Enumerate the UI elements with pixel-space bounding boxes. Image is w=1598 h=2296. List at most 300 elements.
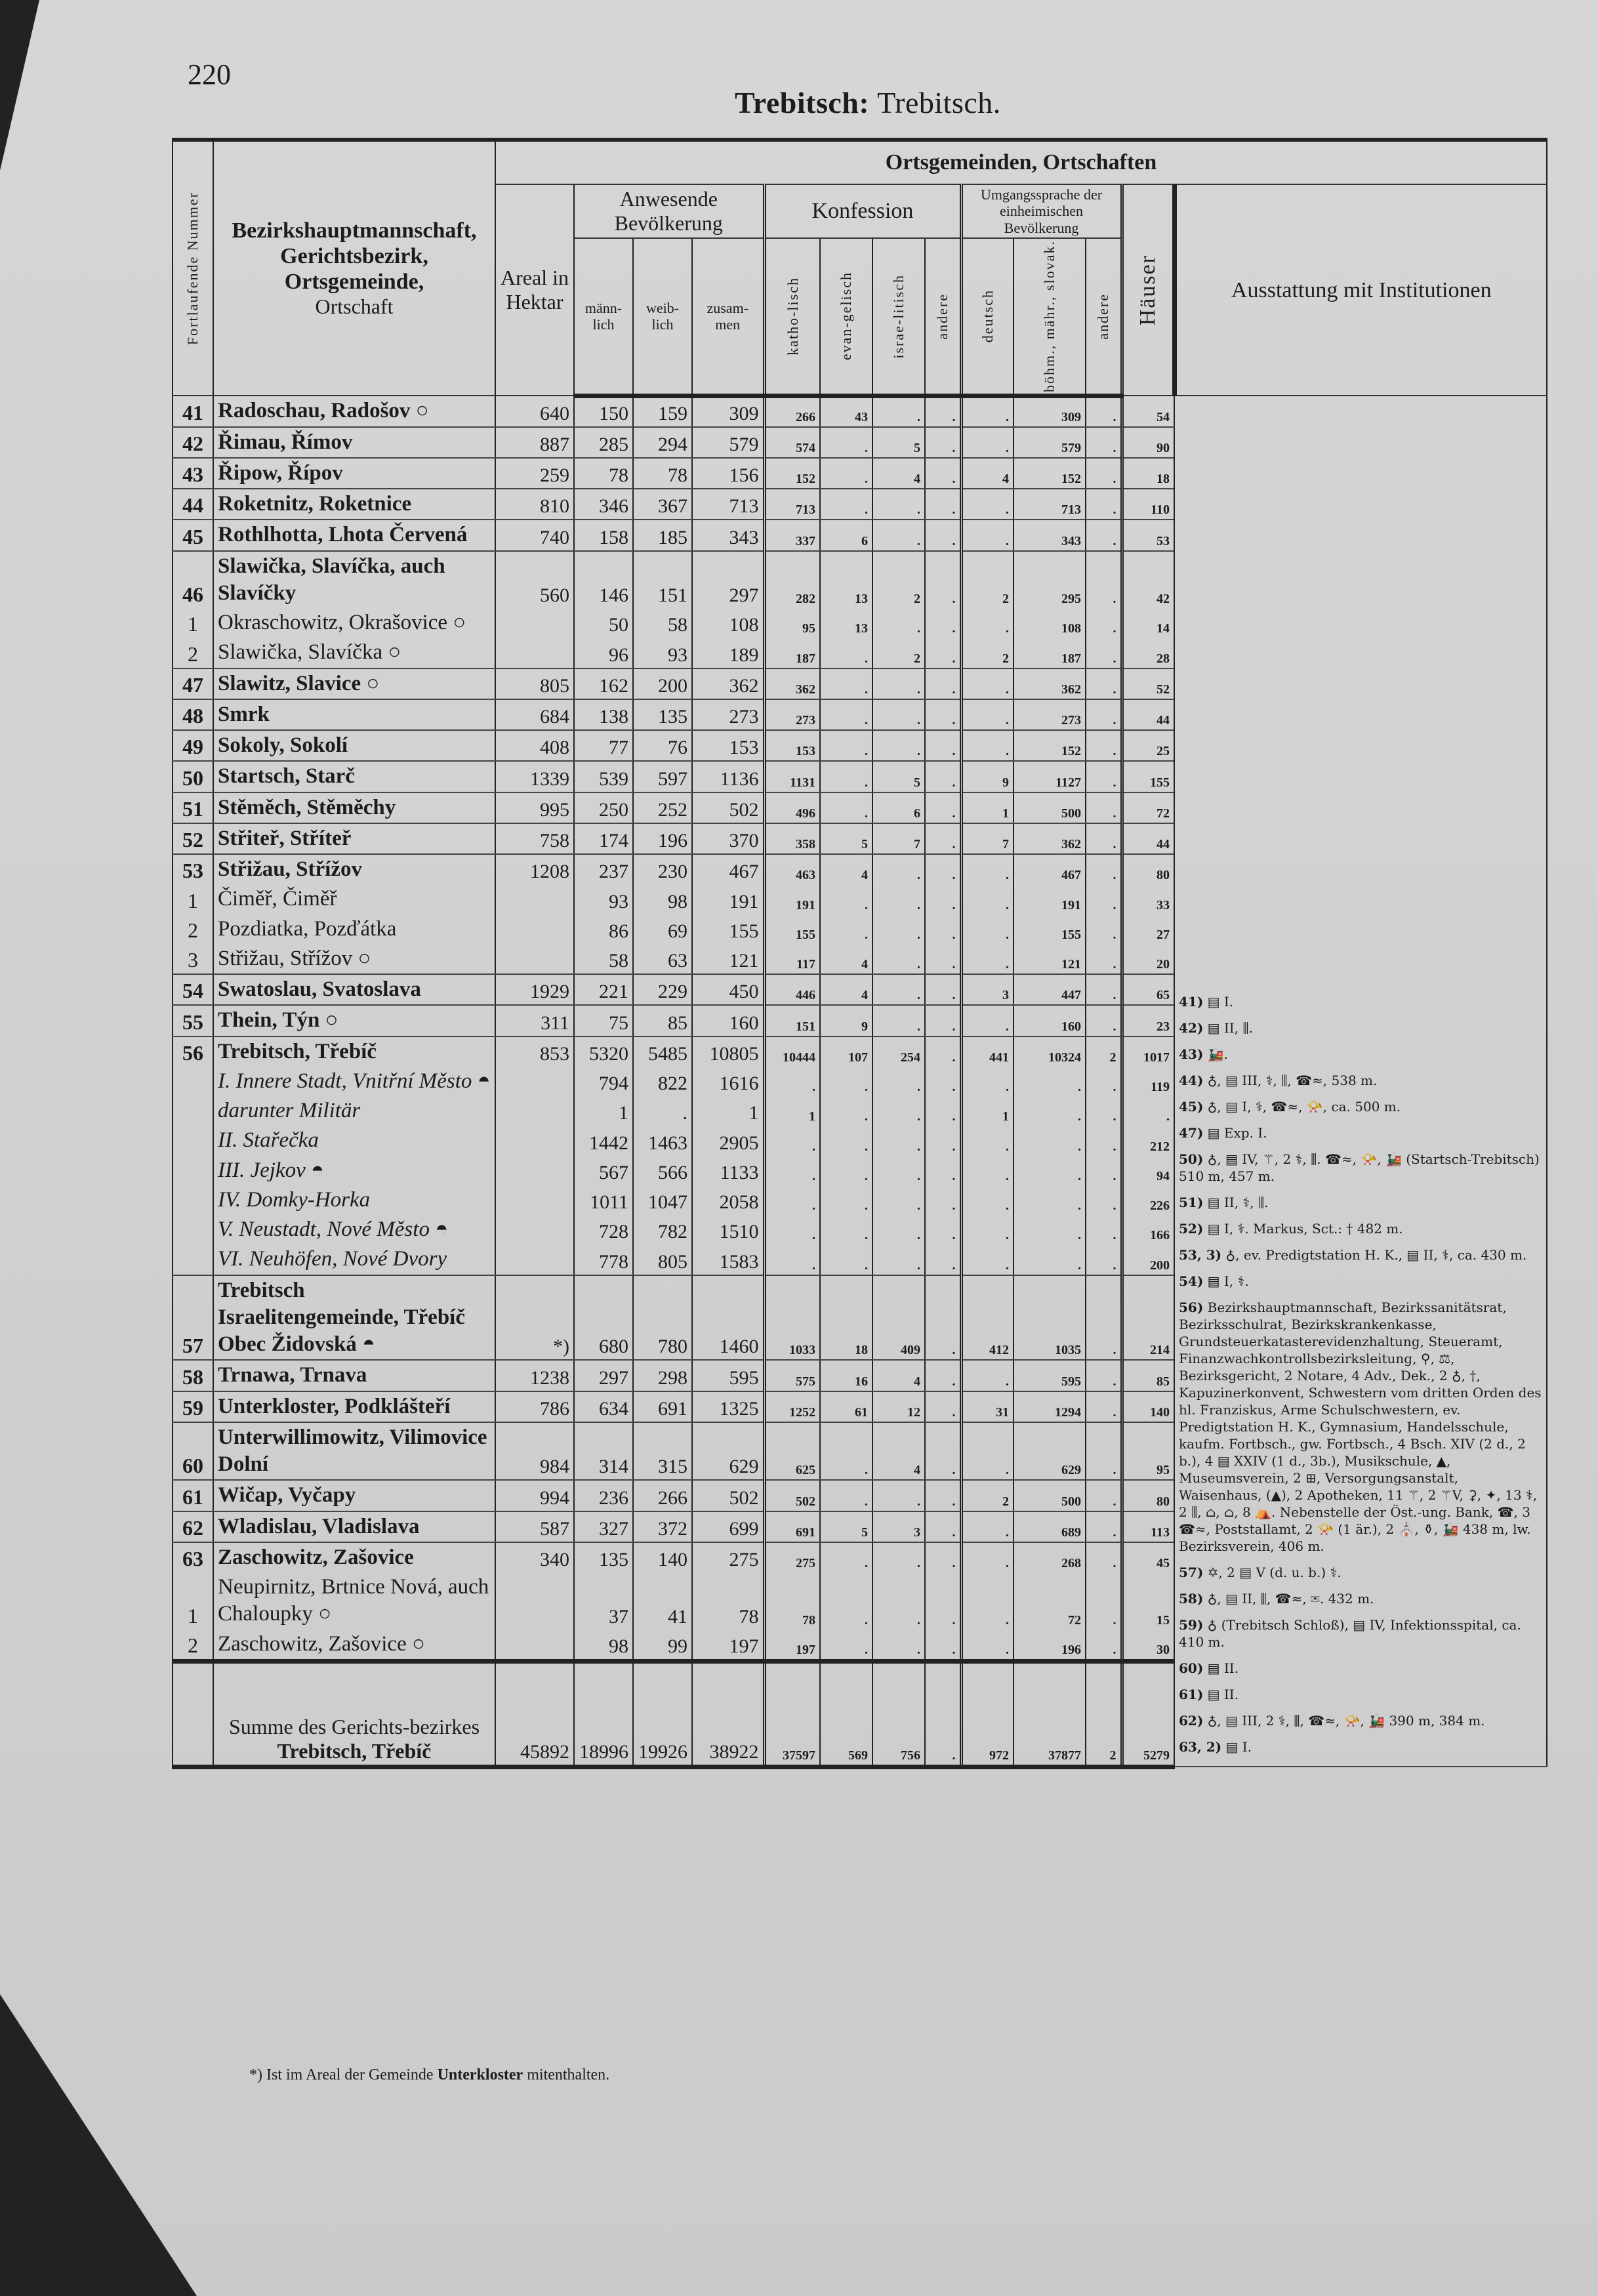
cell-isr: . — [872, 396, 925, 426]
cell-kat: . — [764, 1156, 820, 1185]
cell-m: 728 — [574, 1215, 633, 1244]
cell-cz: 268 — [1014, 1542, 1086, 1572]
institution-ref: 51) — [1179, 1195, 1204, 1211]
cell-f: 252 — [633, 792, 692, 823]
cell-t: 1616 — [692, 1067, 764, 1096]
cell-cz: 362 — [1014, 823, 1086, 854]
cell-de: . — [961, 914, 1014, 944]
cell-isr: . — [872, 974, 925, 1005]
cell-isr: . — [872, 1185, 925, 1215]
row-place-name: Slawitz, Slavice ○ — [213, 668, 495, 699]
cell-ev: 61 — [820, 1391, 872, 1422]
header-houses: Häuser — [1122, 184, 1174, 396]
cell-isr: 6 — [872, 792, 925, 823]
cell-cz: 152 — [1014, 730, 1086, 761]
cell-cz: 273 — [1014, 699, 1086, 730]
row-index: 54 — [173, 974, 213, 1005]
cell-isr: . — [872, 668, 925, 699]
cell-ev: 5 — [820, 1511, 872, 1542]
cell-area — [495, 1156, 574, 1185]
cell-area: 853 — [495, 1036, 574, 1067]
cell-isr: . — [872, 1542, 925, 1572]
institution-ref: 61) — [1179, 1687, 1204, 1703]
cell-and: . — [925, 699, 961, 730]
cell-ev: 4 — [820, 944, 872, 974]
row-place-name: V. Neustadt, Nové Město ◓ — [213, 1215, 495, 1244]
cell-ol: . — [1086, 761, 1122, 792]
cell-cz: 108 — [1014, 608, 1086, 638]
cell-ev: 6 — [820, 520, 872, 550]
row-index — [173, 1067, 213, 1096]
cell-de: . — [961, 1630, 1014, 1662]
cell-area — [495, 944, 574, 974]
cell-f: 140 — [633, 1542, 692, 1572]
cell-m: 86 — [574, 914, 633, 944]
institution-entry — [1179, 1564, 1542, 1581]
cell-t: 579 — [692, 427, 764, 458]
total-index — [173, 1661, 213, 1767]
cell-h: 155 — [1122, 761, 1174, 792]
cell-and: . — [925, 914, 961, 944]
header-female: weib-lich — [633, 238, 692, 396]
institution-ref: 45) — [1179, 1099, 1204, 1115]
cell-h: 65 — [1122, 974, 1174, 1005]
cell-h: 72 — [1122, 792, 1174, 823]
cell-m: 1011 — [574, 1185, 633, 1215]
cell-area: 1929 — [495, 974, 574, 1005]
cell-cz: . — [1014, 1126, 1086, 1155]
cell-m: 285 — [574, 427, 633, 458]
cell-de: . — [961, 1244, 1014, 1275]
row-index: 59 — [173, 1391, 213, 1422]
cell-area: 805 — [495, 668, 574, 699]
cell-f: 566 — [633, 1156, 692, 1185]
cell-m: 93 — [574, 884, 633, 914]
cell-t: 2058 — [692, 1185, 764, 1215]
row-index — [173, 1156, 213, 1185]
cell-isr: 7 — [872, 823, 925, 854]
cell-and: . — [925, 1480, 961, 1511]
cell-area — [495, 1185, 574, 1215]
cell-de: . — [961, 1511, 1014, 1542]
cell-m: 96 — [574, 638, 633, 668]
cell-de: . — [961, 608, 1014, 638]
cell-m: 237 — [574, 854, 633, 884]
institution-entry — [1179, 1299, 1542, 1555]
cell-m: 346 — [574, 489, 633, 520]
row-place-name: Zaschowitz, Zašovice — [213, 1542, 495, 1572]
cell-f: 200 — [633, 668, 692, 699]
header-other-confession: andere — [925, 238, 961, 396]
cell-m: 150 — [574, 396, 633, 426]
cell-cz: 467 — [1014, 854, 1086, 884]
cell-cz: 1294 — [1014, 1391, 1086, 1422]
row-place-name: Slawička, Slavíčka ○ — [213, 638, 495, 668]
cell-isr: . — [872, 1005, 925, 1036]
cell-and: . — [925, 608, 961, 638]
cell-m: 77 — [574, 730, 633, 761]
institution-ref: 52) — [1179, 1221, 1204, 1237]
cell-and: . — [925, 761, 961, 792]
row-index: 47 — [173, 668, 213, 699]
cell-h: 119 — [1122, 1067, 1174, 1096]
cell-isr: 3 — [872, 1511, 925, 1542]
header-language: Umgangssprache der einheimischen Bevölkerung — [961, 184, 1122, 238]
cell-f: 298 — [633, 1360, 692, 1391]
institution-ref: 60) — [1179, 1660, 1204, 1677]
cell-cz: 500 — [1014, 792, 1086, 823]
row-place-name: Okraschowitz, Okrašovice ○ — [213, 608, 495, 638]
institution-text: ♁, ▤ I, ⚕, ☎≈, 📯, ca. 500 m. — [1207, 1099, 1401, 1115]
cell-area: 311 — [495, 1005, 574, 1036]
cell-ol: . — [1086, 1185, 1122, 1215]
cell-area: 887 — [495, 427, 574, 458]
cell-ev: . — [820, 914, 872, 944]
cell-and: . — [925, 1275, 961, 1361]
cell-t: 191 — [692, 884, 764, 914]
cell-isr: 5 — [872, 427, 925, 458]
cell-h: 15 — [1122, 1572, 1174, 1630]
row-place-name: Wladislau, Vladislava — [213, 1511, 495, 1542]
cell-area: 684 — [495, 699, 574, 730]
header-male: männ-lich — [574, 238, 633, 396]
institution-text: ♁, ▤ IV, ⚚, 2 ⚕, ⫼. ☎≈, 📯, 🚂 (Startsch-Trebitsch) 510 m, 457 m. — [1179, 1151, 1540, 1185]
institution-ref: 42) — [1179, 1020, 1204, 1036]
cell-ev: 9 — [820, 1005, 872, 1036]
cell-t: 153 — [692, 730, 764, 761]
cell-cz: 187 — [1014, 638, 1086, 668]
cell-ev: . — [820, 1156, 872, 1185]
cell-t: 275 — [692, 1542, 764, 1572]
row-index: 2 — [173, 638, 213, 668]
cell-ol: 2 — [1086, 1036, 1122, 1067]
cell-de: . — [961, 520, 1014, 550]
institution-entry — [1179, 1098, 1542, 1115]
running-head — [735, 85, 1001, 120]
cell-m: 327 — [574, 1511, 633, 1542]
row-place-name: Trebitsch, Třebíč — [213, 1036, 495, 1067]
cell-ol: . — [1086, 1572, 1122, 1630]
cell-area: 340 — [495, 1542, 574, 1572]
cell-area — [495, 1126, 574, 1155]
cell-area — [495, 1215, 574, 1244]
institution-entry — [1179, 1194, 1542, 1211]
cell-de: . — [961, 668, 1014, 699]
cell-m: 680 — [574, 1275, 633, 1361]
row-index: 57 — [173, 1275, 213, 1361]
cell-kat: 337 — [764, 520, 820, 550]
cell-f: 58 — [633, 608, 692, 638]
cell-h: 113 — [1122, 1511, 1174, 1542]
cell-h: 94 — [1122, 1156, 1174, 1185]
cell-h: 140 — [1122, 1391, 1174, 1422]
row-place-name: Neupirnitz, Brtnice Nová, auch Chaloupky ○ — [213, 1572, 495, 1630]
cell-ol: . — [1086, 1156, 1122, 1185]
total-label: Summe des Gerichts-bezirkes Trebitsch, Třebíč — [213, 1661, 495, 1767]
institution-text: ▤ II, ⚕, ⫼. — [1207, 1195, 1269, 1211]
row-place-name: Swatoslau, Svatoslava — [213, 974, 495, 1005]
cell-and: . — [925, 854, 961, 884]
row-place-name: Řimau, Římov — [213, 427, 495, 458]
institution-entry — [1179, 1124, 1542, 1141]
row-index: 48 — [173, 699, 213, 730]
row-index: 49 — [173, 730, 213, 761]
cell-cz: 72 — [1014, 1572, 1086, 1630]
institution-ref: 47) — [1179, 1125, 1204, 1141]
cell-t: 197 — [692, 1630, 764, 1662]
row-index: 51 — [173, 792, 213, 823]
cell-area: 984 — [495, 1422, 574, 1481]
institution-text: ▤ I, ⚕. — [1207, 1273, 1249, 1290]
row-index: 43 — [173, 458, 213, 489]
cell-h: 27 — [1122, 914, 1174, 944]
cell-de: 412 — [961, 1275, 1014, 1361]
cell-de: 2 — [961, 1480, 1014, 1511]
cell-kat: 155 — [764, 914, 820, 944]
cell-kat: 273 — [764, 699, 820, 730]
cell-f: 229 — [633, 974, 692, 1005]
cell-kat: 1 — [764, 1096, 820, 1126]
cell-ol: . — [1086, 1215, 1122, 1244]
cell-t: 362 — [692, 668, 764, 699]
cell-kat: . — [764, 1185, 820, 1215]
cell-isr: 5 — [872, 761, 925, 792]
cell-f: 185 — [633, 520, 692, 550]
institution-text: 🚂. — [1207, 1046, 1228, 1063]
cell-t: 108 — [692, 608, 764, 638]
cell-area: 758 — [495, 823, 574, 854]
cell-f: 196 — [633, 823, 692, 854]
cell-m: 58 — [574, 944, 633, 974]
cell-cz: 362 — [1014, 668, 1086, 699]
row-place-name: II. Stařečka — [213, 1126, 495, 1155]
header-evangelical: evan-gelisch — [820, 238, 872, 396]
cell-m: 236 — [574, 1480, 633, 1511]
cell-h: 23 — [1122, 1005, 1174, 1036]
row-index: 60 — [173, 1422, 213, 1481]
cell-kat: 10444 — [764, 1036, 820, 1067]
cell-f: 315 — [633, 1422, 692, 1481]
cell-ol: . — [1086, 854, 1122, 884]
cell-t: 699 — [692, 1511, 764, 1542]
cell-kat: 1033 — [764, 1275, 820, 1361]
table-body — [173, 396, 1547, 1767]
cell-isr: . — [872, 1630, 925, 1662]
row-place-name: Rothlhotta, Lhota Červená — [213, 520, 495, 550]
cell-and: . — [925, 1391, 961, 1422]
cell-area: 587 — [495, 1511, 574, 1542]
row-index: 2 — [173, 1630, 213, 1662]
cell-isr: . — [872, 1244, 925, 1275]
cell-kat: 496 — [764, 792, 820, 823]
cell-t: 1136 — [692, 761, 764, 792]
cell-f: 266 — [633, 1480, 692, 1511]
cell-h: 20 — [1122, 944, 1174, 974]
cell-ev: . — [820, 761, 872, 792]
cell-ev: . — [820, 427, 872, 458]
cell-f: 822 — [633, 1067, 692, 1096]
cell-kat: 266 — [764, 396, 820, 426]
cell-de: 31 — [961, 1391, 1014, 1422]
cell-kat: 625 — [764, 1422, 820, 1481]
cell-isr: 4 — [872, 1360, 925, 1391]
cell-h: 45 — [1122, 1542, 1174, 1572]
cell-isr: 2 — [872, 638, 925, 668]
cell-t: 1133 — [692, 1156, 764, 1185]
cell-m: 297 — [574, 1360, 633, 1391]
cell-t: 78 — [692, 1572, 764, 1630]
cell-isr: . — [872, 520, 925, 550]
cell-m: 250 — [574, 792, 633, 823]
row-index: 46 — [173, 551, 213, 609]
cell-m: 37 — [574, 1572, 633, 1630]
cell-m: 135 — [574, 1542, 633, 1572]
institution-entry — [1179, 1220, 1542, 1237]
cell-f: 367 — [633, 489, 692, 520]
institution-entry — [1179, 1660, 1542, 1677]
cell-ev: . — [820, 1067, 872, 1096]
cell-f: 805 — [633, 1244, 692, 1275]
cell-and: . — [925, 396, 961, 426]
row-index — [173, 1185, 213, 1215]
institution-ref: 58) — [1179, 1591, 1204, 1607]
cell-m: 794 — [574, 1067, 633, 1096]
cell-isr: 254 — [872, 1036, 925, 1067]
cell-ev: 13 — [820, 608, 872, 638]
cell-ol: . — [1086, 520, 1122, 550]
cell-ol: . — [1086, 608, 1122, 638]
cell-t: 121 — [692, 944, 764, 974]
total-h: 5279 — [1122, 1661, 1174, 1767]
institution-text: ✡, 2 ▤ V (d. u. b.) ⚕. — [1207, 1565, 1342, 1581]
institution-text: Bezirkshauptmannschaft, Bezirkssanitätsrat, Bezirksschulrat, Bezirkskrankenkasse, Grundsteuerkatasterevidenzhaltung, Steueramt, Finanzwachkontrollsbezirksleitung, ⚲, ⚖, Bezirksgericht, 2 Notare, 4 Adv., Dek., 2 ♁, †, Kapuzinerkonvent, Schwestern vom dritten Orden des hl. Franziskus, Arme Schulschwestern, ev. Predigtstation H. K., Gymnasium, Handelsschule, kaufm. Fortbsch., gw. Fortbsch., 4 Bsch. XIV (2 d., 2 b.), 4 ▤ XXIV (1 d., 3b.), Musikschule, ▲, Museumsverein, 2 ⊞, Versorgungsanstalt, Waisenhaus, (▲), 2 Apotheken, 11 ⚚, 2 ⚚V, ⚳, ✦, 13 ⚕, 2 ⫼, ⌂, ⌂, 8 ⛺. Nebenstelle der Öst.-ung. Bank, ☎, 3 ☎≈, Poststallamt, 2 📯 (1 är.), 2 ⛪, ⚱, 🚂 438 m, lw. Bezirksverein, 406 m. — [1179, 1300, 1542, 1555]
cell-and: . — [925, 944, 961, 974]
cell-f: 98 — [633, 884, 692, 914]
cell-cz: 295 — [1014, 551, 1086, 609]
cell-f: 691 — [633, 1391, 692, 1422]
cell-de: . — [961, 1360, 1014, 1391]
cell-f: 69 — [633, 914, 692, 944]
header-index: Fortlaufende Nummer — [173, 140, 213, 396]
cell-ol: . — [1086, 1067, 1122, 1096]
header-area: Areal in Hektar — [495, 184, 574, 396]
cell-f: 230 — [633, 854, 692, 884]
cell-kat: . — [764, 1215, 820, 1244]
cell-ev: 18 — [820, 1275, 872, 1361]
cell-and: . — [925, 520, 961, 550]
header-german: deutsch — [961, 238, 1014, 396]
cell-de: 1 — [961, 792, 1014, 823]
cell-kat: . — [764, 1126, 820, 1155]
institution-text: ▤ I, ⚕. Markus, Sct.: † 482 m. — [1207, 1221, 1403, 1237]
cell-de: 2 — [961, 638, 1014, 668]
cell-h: 110 — [1122, 489, 1174, 520]
cell-area — [495, 608, 574, 638]
cell-and: . — [925, 427, 961, 458]
row-index: 42 — [173, 427, 213, 458]
cell-ev: . — [820, 1185, 872, 1215]
cell-and: . — [925, 638, 961, 668]
cell-h: 14 — [1122, 608, 1174, 638]
institution-text: ♁, ▤ II, ⫼, ☎≈, ✉. 432 m. — [1207, 1591, 1374, 1607]
cell-kat: 691 — [764, 1511, 820, 1542]
cell-ol: . — [1086, 1275, 1122, 1361]
cell-t: 160 — [692, 1005, 764, 1036]
cell-and: . — [925, 1096, 961, 1126]
cell-h: 95 — [1122, 1422, 1174, 1481]
table-row — [173, 396, 1547, 426]
cell-ev: . — [820, 730, 872, 761]
page-number: 220 — [188, 58, 231, 91]
cell-h: 54 — [1122, 396, 1174, 426]
cell-t: 1 — [692, 1096, 764, 1126]
header-population: Anwesende Bevölkerung — [574, 184, 764, 238]
cell-isr: 409 — [872, 1275, 925, 1361]
cell-kat: 463 — [764, 854, 820, 884]
cell-de: . — [961, 1215, 1014, 1244]
cell-ev: . — [820, 1096, 872, 1126]
cell-kat: 95 — [764, 608, 820, 638]
cell-h: 52 — [1122, 668, 1174, 699]
cell-h: 33 — [1122, 884, 1174, 914]
cell-f: 597 — [633, 761, 692, 792]
cell-m: 1 — [574, 1096, 633, 1126]
row-place-name: Radoschau, Radošov ○ — [213, 396, 495, 426]
cell-and: . — [925, 1630, 961, 1662]
cell-isr: . — [872, 699, 925, 730]
cell-kat: 502 — [764, 1480, 820, 1511]
cell-f: . — [633, 1096, 692, 1126]
cell-de: . — [961, 1005, 1014, 1036]
row-place-name: Trebitsch Israelitengemeinde, Třebíč Obec Židovská ◓ — [213, 1275, 495, 1361]
header-name: Bezirkshauptmannschaft, Gerichtsbezirk, Ortsgemeinde, Ortschaft — [213, 140, 495, 396]
cell-and: . — [925, 1360, 961, 1391]
institution-text: ▤ II. — [1207, 1660, 1239, 1677]
cell-isr: . — [872, 489, 925, 520]
row-index — [173, 1096, 213, 1126]
header-czech: böhm., mähr., slovak. — [1014, 238, 1086, 396]
cell-ol: . — [1086, 944, 1122, 974]
cell-t: 595 — [692, 1360, 764, 1391]
row-index: 41 — [173, 396, 213, 426]
cell-kat: 151 — [764, 1005, 820, 1036]
row-place-name: Zaschowitz, Zašovice ○ — [213, 1630, 495, 1662]
institution-ref: 56) — [1179, 1300, 1204, 1316]
cell-kat: 446 — [764, 974, 820, 1005]
cell-de: . — [961, 1067, 1014, 1096]
cell-f: 63 — [633, 944, 692, 974]
cell-de: 4 — [961, 458, 1014, 489]
cell-ol: . — [1086, 884, 1122, 914]
cell-ev: 4 — [820, 854, 872, 884]
cell-h: 226 — [1122, 1185, 1174, 1215]
cell-area — [495, 1096, 574, 1126]
cell-ol: . — [1086, 458, 1122, 489]
cell-h: 28 — [1122, 638, 1174, 668]
cell-isr: . — [872, 944, 925, 974]
cell-ev: 107 — [820, 1036, 872, 1067]
institution-entry — [1179, 1616, 1542, 1650]
cell-area: 994 — [495, 1480, 574, 1511]
cell-t: 502 — [692, 792, 764, 823]
institution-ref: 54) — [1179, 1273, 1204, 1290]
cell-t: 370 — [692, 823, 764, 854]
cell-isr: . — [872, 1067, 925, 1096]
cell-and: . — [925, 730, 961, 761]
institution-ref: 41) — [1179, 994, 1204, 1010]
cell-m: 221 — [574, 974, 633, 1005]
cell-kat: 282 — [764, 551, 820, 609]
